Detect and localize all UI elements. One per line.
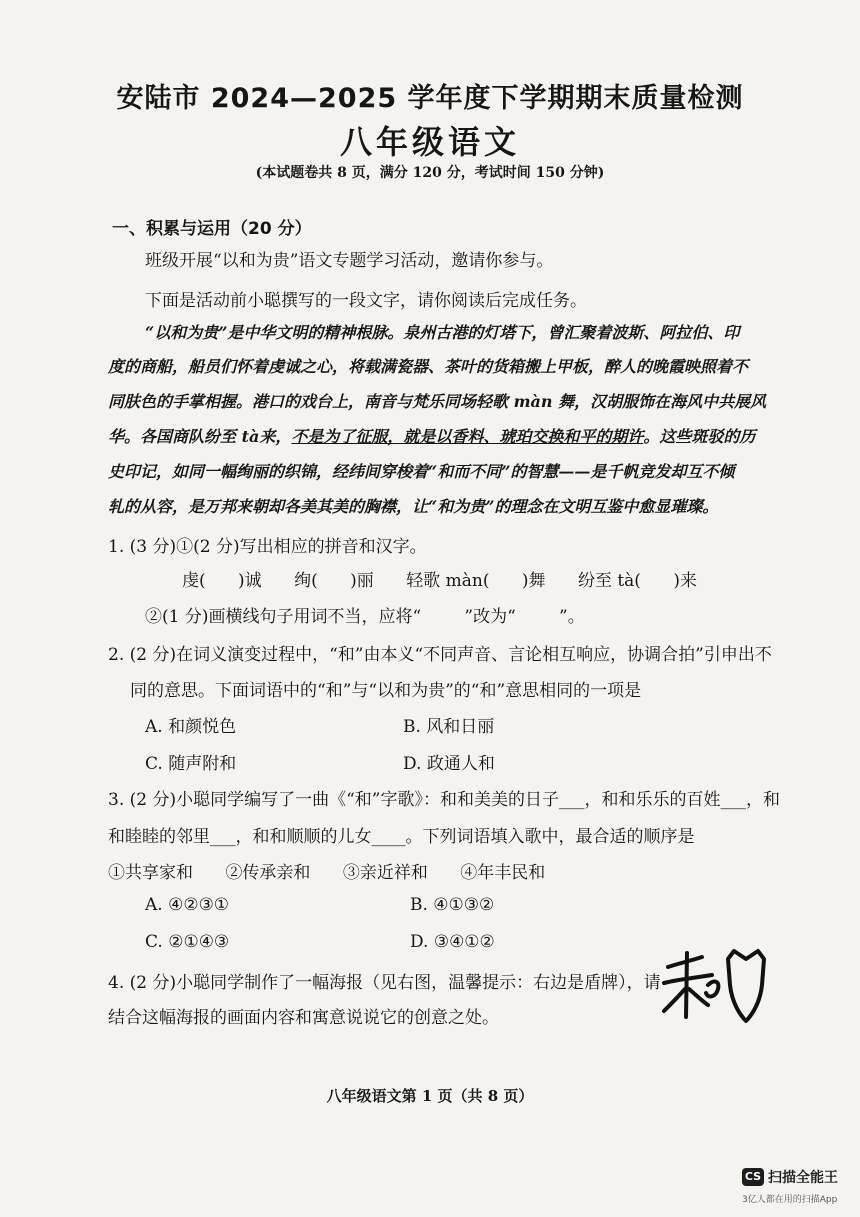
q2-stem-line-1: 2. (2 分)在词义演变过程中，“和”由本义“不同声音、言论相互响应，协调合拍”引申出不 [108, 645, 772, 665]
q3-stem-line-1: 3. (2 分)小聪同学编写了一曲《“和”字歌》：和和美美的日子___，和和乐乐的百姓___，和 [108, 790, 780, 810]
page-footer: 八年级语文第 1 页（共 8 页） [326, 1087, 534, 1105]
intro-line-1: 班级开展“以和为贵”语文专题学习活动，邀请你参与。 [145, 251, 554, 271]
q2-option-c: C. 随声附和 [145, 754, 237, 774]
q3-choices: ①共享家和 ②传承亲和 ③亲近祥和 ④年丰民和 [108, 863, 546, 883]
q1-items: 虔( )诚 绚( )丽 轻歌 màn( )舞 纷至 tà( )来 [182, 571, 697, 591]
brush-stroke [686, 953, 687, 1017]
q1-stem: 1. (3 分)①(2 分)写出相应的拼音和汉字。 [108, 537, 427, 557]
passage-line-2: 度的商船，船员们怀着虔诚之心，将载满瓷器、茶叶的货箱搬上甲板，醉人的晚霞映照着不 [108, 357, 749, 376]
underlined-sentence: 不是为了征服，就是以香料、琥珀交换和平的期许 [291, 427, 644, 446]
q1-subquestion-2: ②(1 分)画横线句子用词不当，应将“ ”改为“ ”。 [145, 607, 585, 627]
camscanner-name: 扫描全能王 [768, 1170, 838, 1186]
exam-note: (本试题卷共 8 页，满分 120 分，考试时间 150 分钟) [255, 165, 605, 181]
q4-stem-line-1: 4. (2 分)小聪同学制作了一幅海报（见右图，温馨提示：右边是盾牌），请 [108, 973, 661, 993]
passage-line-6: 轧的从容，是万邦来朝却各美其美的胸襟，让“和为贵”的理念在文明互鉴中愈显璀璨。 [108, 497, 719, 516]
section-heading: 一、积累与运用（20 分） [112, 219, 312, 239]
passage-line-4b: 。这些斑驳的历 [643, 427, 756, 446]
poster-he-shield-image [660, 945, 770, 1025]
camscanner-logo-icon: CS [742, 1168, 764, 1186]
exam-title: 安陆市 2024—2025 学年度下学期期末质量检测 [116, 83, 744, 114]
passage-line-4 [108, 424, 755, 447]
intro-line-2: 下面是活动前小聪撰写的一段文字，请你阅读后完成任务。 [145, 291, 587, 311]
q2-option-a: A. 和颜悦色 [145, 717, 237, 737]
passage-line-5: 史印记，如同一幅绚丽的织锦，经纬间穿梭着“和而不同”的智慧——是千帆竞发却互不倾 [108, 462, 735, 481]
subject-title: 八年级语文 [339, 123, 520, 161]
brush-stroke [706, 982, 718, 997]
q3-stem-line-2: 和睦睦的邻里___，和和顺顺的儿女____。下列词语填入歌中，最合适的顺序是 [108, 827, 695, 847]
q2-option-d: D. 政通人和 [403, 754, 495, 774]
camscanner-tagline: 3亿人都在用的扫描App [742, 1195, 838, 1205]
q2-option-b: B. 风和日丽 [403, 717, 495, 737]
q3-option-d: D. ③④①② [410, 932, 495, 952]
q3-option-c: C. ②①④③ [145, 932, 230, 952]
passage-line-1: “以和为贵”是中华文明的精神根脉。泉州古港的灯塔下，曾汇聚着波斯、阿拉伯、印 [145, 323, 740, 342]
shield-outline-icon [728, 951, 764, 1021]
passage-line-4a: 华。各国商队纷至 tà来， [108, 427, 292, 446]
q2-stem-line-2: 同的意思。下面词语中的“和”与“以和为贵”的“和”意思相同的一项是 [130, 681, 642, 701]
brush-stroke [664, 989, 685, 1011]
q3-option-a: A. ④②③① [145, 895, 230, 915]
q3-option-b: B. ④①③② [410, 895, 495, 915]
passage-line-3: 同肤色的手掌相握。港口的戏台上，南音与梵乐同场轻歌 màn 舞，汉胡服饰在海风中共展风 [108, 392, 767, 411]
q4-stem-line-2: 结合这幅海报的画面内容和寓意说说它的创意之处。 [108, 1008, 499, 1028]
